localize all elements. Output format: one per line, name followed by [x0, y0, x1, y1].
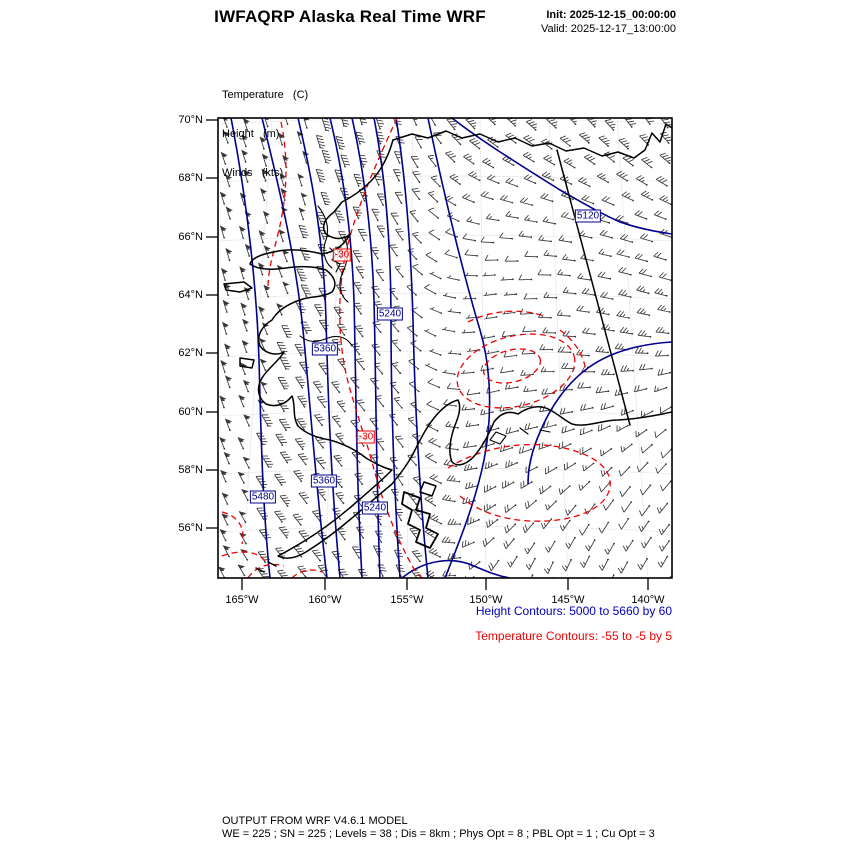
height-contour-label: 5240 — [363, 502, 387, 514]
lon-tick-label: 140°W — [631, 594, 665, 606]
field-height: Height (m) — [222, 128, 280, 140]
lat-tick-label: 62°N — [178, 347, 203, 359]
nunivak-island — [240, 358, 254, 368]
height-contour-label: 5120 — [576, 210, 600, 222]
canada-border-line — [557, 150, 630, 425]
height-contour-label: 5360 — [312, 475, 336, 487]
lon-tick-label: 145°W — [551, 594, 585, 606]
valid-timestamp: Valid: 2025-12-17_13:00:00 — [541, 23, 676, 35]
lon-tick-label: 165°W — [225, 594, 259, 606]
lon-tick-label: 160°W — [308, 594, 342, 606]
lon-tick-label: 155°W — [390, 594, 424, 606]
model-info-footer — [222, 815, 655, 841]
model-version-line: OUTPUT FROM WRF V4.6.1 MODEL — [222, 815, 408, 827]
temperature-contour-legend: Temperature Contours: -55 to -5 by 5 — [475, 629, 672, 643]
lon-tick-label: 150°W — [469, 594, 503, 606]
model-config-line: WE = 225 ; SN = 225 ; Levels = 38 ; Dis = 8km ; Phys Opt = 8 ; PBL Opt = 1 ; Cu Opt = 3 — [222, 828, 655, 840]
init-timestamp: Init: 2025-12-15_00:00:00 — [546, 9, 676, 21]
height-contour-label: 5360 — [313, 343, 337, 355]
plotted-fields-list — [222, 63, 308, 193]
lat-tick-label: 70°N — [178, 114, 203, 126]
height-contour-label: 5480 — [251, 491, 275, 503]
lat-tick-label: 58°N — [178, 464, 203, 476]
page-title: IWFAQRP Alaska Real Time WRF — [214, 7, 486, 26]
lat-tick-label: 64°N — [178, 289, 203, 301]
lat-tick-label: 56°N — [178, 522, 203, 534]
field-winds: Winds (kts) — [222, 167, 284, 179]
temperature-contour-label: -30 — [358, 431, 374, 443]
field-temperature: Temperature (C) — [222, 89, 309, 101]
height-contour-legend: Height Contours: 5000 to 5660 by 60 — [475, 604, 672, 618]
temperature-contour-label: -30 — [334, 249, 350, 261]
height-contour-label: 5240 — [378, 308, 402, 320]
lat-tick-label: 68°N — [178, 172, 203, 184]
lat-tick-label: 60°N — [178, 406, 203, 418]
lat-tick-label: 66°N — [178, 231, 203, 243]
